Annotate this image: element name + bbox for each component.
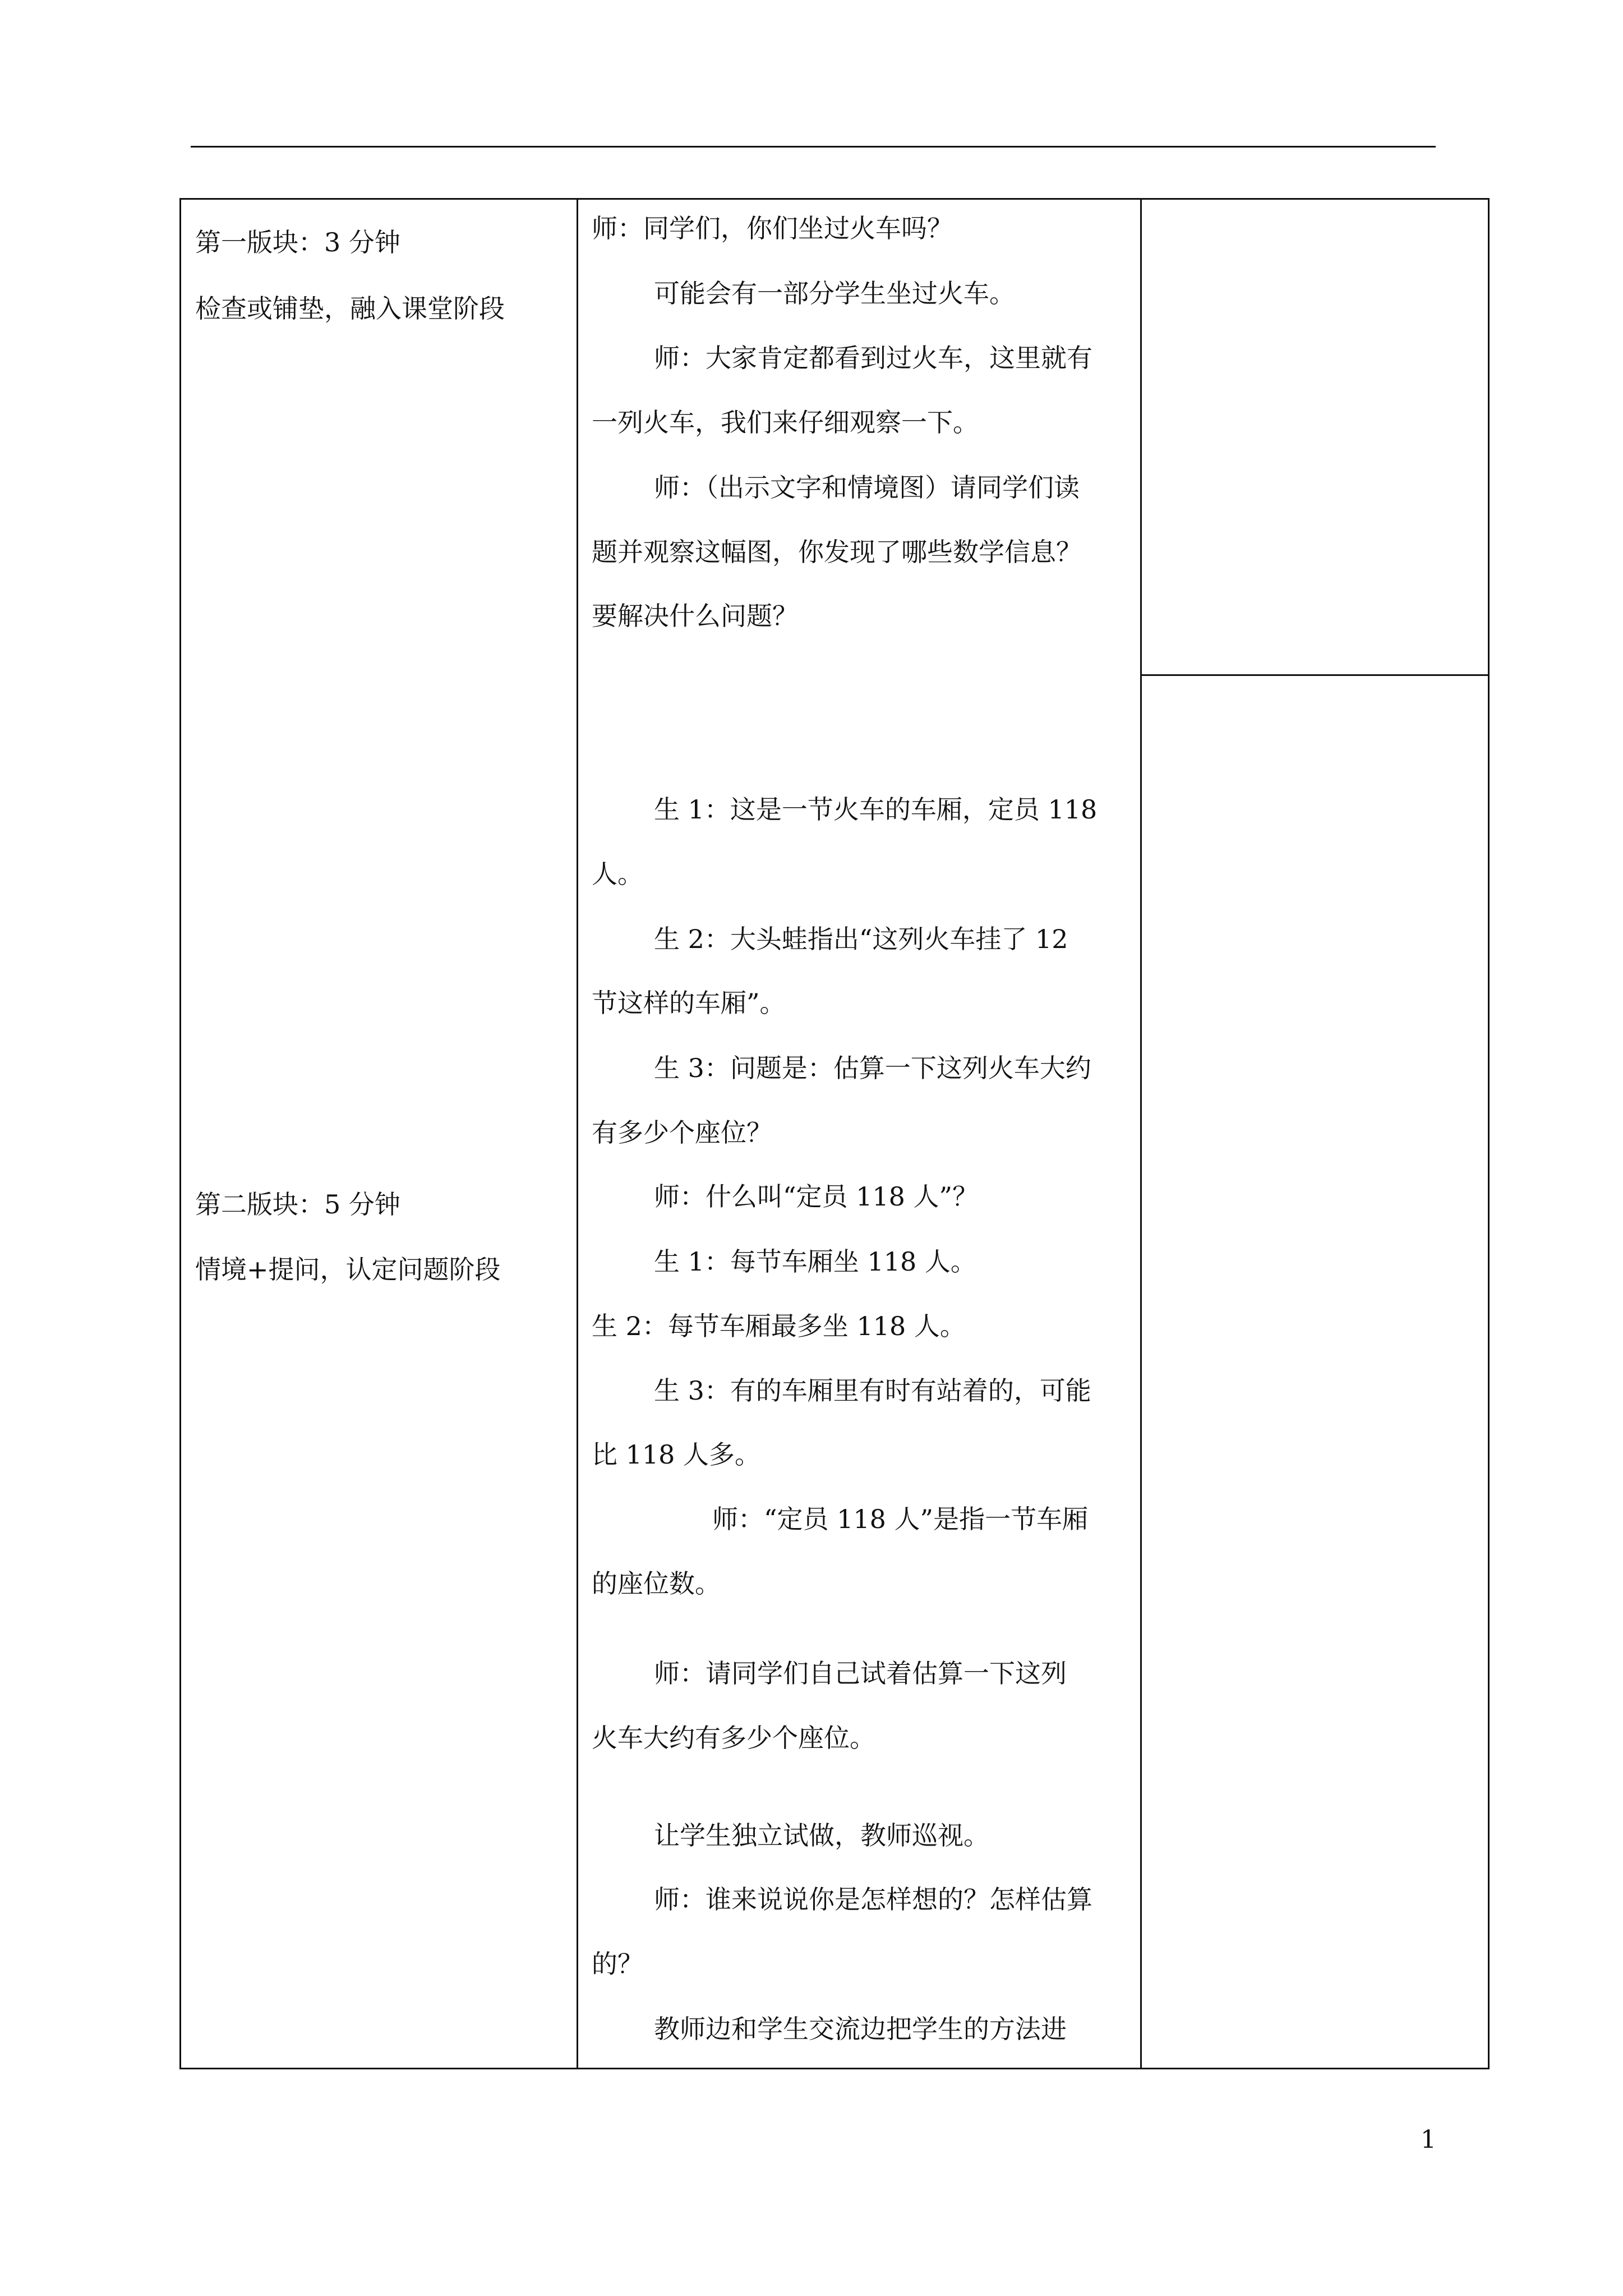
content-line: 生 3：问题是：估算一下这列火车大约 <box>654 1053 1091 1083</box>
content-line: 题并观察这幅图，你发现了哪些数学信息？ <box>592 537 1082 567</box>
content-line: 生 2：每节车厢最多坐 118 人。 <box>592 1311 966 1341</box>
content-line: 生 2：大头蛙指出“这列火车挂了 12 <box>654 924 1068 954</box>
block-2-subtitle: 情境+提问，认定问题阶段 <box>195 1254 501 1285</box>
content-line: 教师边和学生交流边把学生的方法进 <box>654 2014 1067 2044</box>
block-1-subtitle: 检查或铺垫，融入课堂阶段 <box>195 293 505 324</box>
header-rule <box>191 146 1436 148</box>
content-line: 师：（出示文字和情境图）请同学们读 <box>654 472 1080 503</box>
content-line: 火车大约有多少个座位。 <box>592 1723 875 1753</box>
content-line: 生 1：每节车厢坐 118 人。 <box>654 1246 976 1277</box>
column-divider-1 <box>577 200 578 2068</box>
content-line: 师：“定员 118 人”是指一节车厢 <box>712 1504 1089 1534</box>
content-line: 一列火车，我们来仔细观察一下。 <box>592 407 979 438</box>
content-line: 让学生独立试做，教师巡视。 <box>654 1820 989 1851</box>
content-line: 师：什么叫“定员 118 人”？ <box>654 1181 979 1212</box>
content-line: 有多少个座位？ <box>592 1117 772 1148</box>
content-line: 生 1：这是一节火车的车厢，定员 118 <box>654 794 1098 825</box>
page-number: 1 <box>1421 2125 1436 2154</box>
block-2-title: 第二版块：5 分钟 <box>195 1189 400 1220</box>
content-line: 人。 <box>592 859 643 889</box>
content-line: 师：谁来说说你是怎样想的？怎样估算 <box>654 1884 1092 1915</box>
column-divider-2 <box>1140 200 1142 2068</box>
block-1-title: 第一版块：3 分钟 <box>195 227 400 257</box>
content-line: 节这样的车厢”。 <box>592 988 786 1018</box>
content-line: 要解决什么问题？ <box>592 601 798 631</box>
content-line: 师：同学们，你们坐过火车吗？ <box>592 213 953 243</box>
content-line: 师：大家肯定都看到过火车，这里就有 <box>654 343 1092 373</box>
content-line: 可能会有一部分学生坐过火车。 <box>654 278 1015 309</box>
content-line: 的座位数。 <box>592 1568 721 1599</box>
content-line: 比 118 人多。 <box>592 1439 761 1470</box>
content-line: 生 3：有的车厢里有时有站着的，可能 <box>654 1375 1091 1406</box>
content-line: 的？ <box>592 1949 643 1979</box>
content-line: 师：请同学们自己试着估算一下这列 <box>654 1658 1067 1688</box>
notes-row-divider <box>1140 674 1488 676</box>
